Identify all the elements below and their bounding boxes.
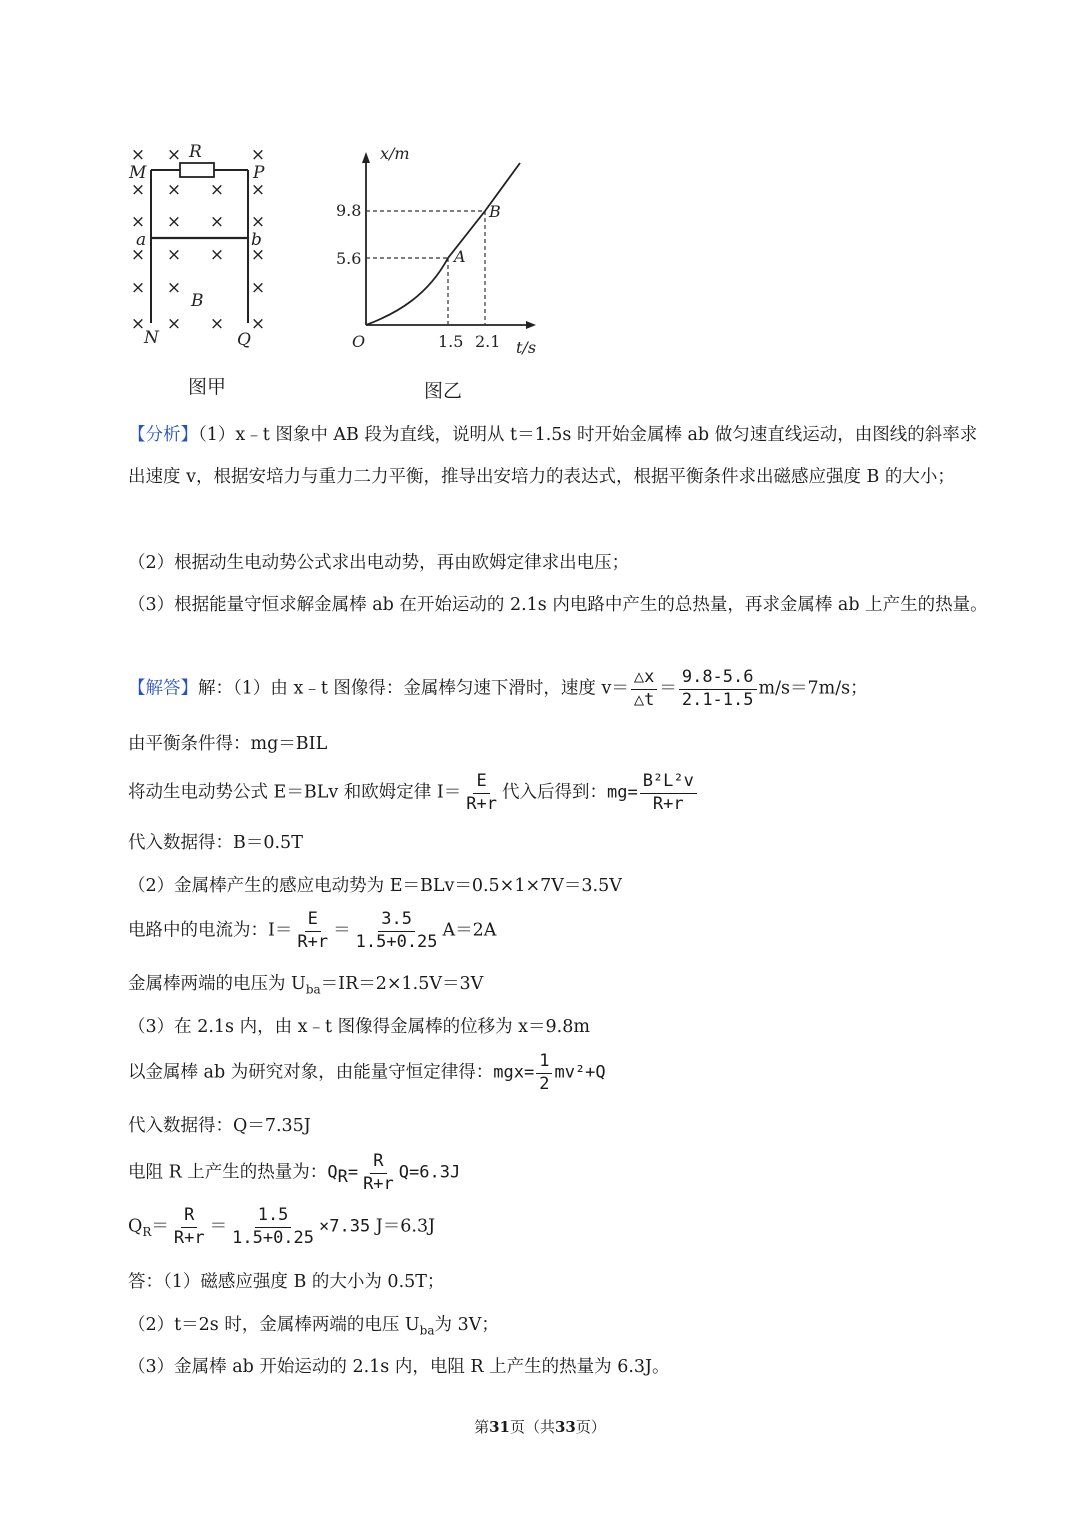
solution-line-8: （3）在 2.1s 内，由 x﹣t 图像得金属棒的位移为 x＝9.8m [128, 1017, 590, 1037]
label-a: a [136, 230, 147, 250]
svg-text:×: × [250, 145, 266, 165]
y-tick-9.8: 9.8 [336, 201, 362, 220]
solution-line-6: 电路中的电流为：I＝ $\frac{E}{R+r}$ ＝ $\frac{3.5}{1.5+0.25}$ A＝2A [128, 909, 497, 952]
svg-text:×: × [166, 180, 182, 200]
analysis-paragraph-3: （3）根据能量守恒求解金属棒 ab 在开始运动的 2.1s 内电路中产生的总热量，再求金属棒 ab 上产生的热量。 [128, 595, 988, 615]
svg-text:×: × [166, 212, 182, 232]
solution-line-5: （2）金属棒产生的感应电动势为 E＝BLv＝0.5×1×7V＝3.5V [128, 876, 622, 896]
solution-line-4: 代入数据得：B＝0.5T [128, 833, 303, 853]
fraction-resistor-share: $\frac{R}{R+r}$ [363, 1151, 394, 1194]
solution-line-10: 代入数据得：Q＝7.35J [128, 1116, 311, 1136]
point-label-B: B [489, 202, 501, 221]
fraction-dx-dt: $\frac{\triangle x}{\triangle t}$ [631, 668, 657, 710]
svg-text:×: × [130, 145, 146, 165]
svg-text:×: × [166, 145, 182, 165]
xt-curve [366, 163, 520, 325]
figure-xt-graph [328, 135, 558, 360]
svg-text:×: × [130, 245, 146, 265]
solution-line-12: $Q_R=$ $\frac{R}{R+r}$ ＝ $\frac{1.5}{1.5+0.25}$ ×7.35 J＝6.3J [128, 1205, 436, 1248]
label-N: N [144, 328, 159, 348]
figure-a-caption: 图甲 [188, 376, 227, 398]
svg-text:×: × [130, 212, 146, 232]
solution-line-11: 电阻 R 上产生的热量为：$Q_R=$ $\frac{R}{R+r}$ Q=6.3J [128, 1151, 461, 1194]
page-number: 31 [489, 1418, 510, 1436]
label-B: B [191, 291, 204, 311]
svg-text:×: × [166, 245, 182, 265]
answer-line-3: （3）金属棒 ab 开始运动的 2.1s 内，电阻 R 上产生的热量为 6.3J。 [128, 1357, 670, 1377]
label-R: R [189, 142, 202, 162]
svg-text:×: × [166, 314, 182, 334]
svg-text:×: × [209, 314, 225, 334]
svg-text:×: × [250, 245, 266, 265]
label-P: P [253, 163, 265, 183]
fraction-heat-values: $\frac{1.5}{1.5+0.25}$ [232, 1205, 315, 1248]
svg-text:×: × [209, 212, 225, 232]
svg-text:×: × [209, 245, 225, 265]
answer-line-1: 答：（1）磁感应强度 B 的大小为 0.5T； [128, 1272, 445, 1292]
svg-text:×: × [166, 278, 182, 298]
fraction-current-1: $\frac{E}{R+r}$ [297, 909, 329, 952]
svg-text:×: × [209, 180, 225, 200]
x-axis-arrow [526, 321, 536, 329]
analysis-text-1: （1）x﹣t 图象中 AB 段为直线，说明从 t＝1.5s 时开始金属棒 ab 做匀速直线运动，由图线的斜率求出速度 v，根据安培力与重力二力平衡，推导出安培力的表达式，根据平衡条件求出磁感应强度 B 的大小； [128, 425, 978, 487]
y-tick-5.6: 5.6 [336, 249, 362, 268]
answer-line-2: （2）t＝2s 时，金属棒两端的电压 $U_{ba}$为 3V； [128, 1315, 499, 1338]
label-Q: Q [237, 330, 251, 350]
analysis-paragraph-2: （2）根据动生电动势公式求出电动势，再由欧姆定律求出电压； [128, 553, 630, 573]
solution-line-1: 【解答】解：（1）由 x﹣t 图像得：金属棒匀速下滑时，速度 v＝ $\frac{\triangle x}{\triangle t}$ ＝ $\frac{9.8-5.6}{2.1-1.5}$ m/s＝7m/s； [128, 667, 868, 710]
svg-text:×: × [130, 314, 146, 334]
solution-line-7: 金属棒两端的电压为 $U_{ba}=IR=2\times 1.5V=3V$ [128, 974, 484, 997]
svg-text:×: × [250, 314, 266, 334]
total-pages: 33 [555, 1418, 576, 1436]
fraction-half: $\frac{1}{2}$ [536, 1052, 552, 1094]
solution-line-3: 将动生电动势公式 E＝BLv 和欧姆定律 I＝ $\frac{E}{R+r}$ 代入后得到：mg= $\frac{\text{B²L²v}}{R+r}$ [128, 772, 699, 814]
svg-text:×: × [250, 212, 266, 232]
fraction-velocity: $\frac{9.8-5.6}{2.1-1.5}$ [679, 668, 757, 710]
label-M: M [129, 163, 147, 183]
label-b: b [251, 230, 262, 250]
fraction-current-2: $\frac{3.5}{1.5+0.25}$ [355, 909, 438, 952]
x-tick-1.5: 1.5 [438, 332, 464, 351]
svg-text:×: × [130, 278, 146, 298]
figure-circuit [120, 135, 290, 355]
analysis-tag: 【分析】 [128, 425, 198, 445]
svg-text:×: × [250, 278, 266, 298]
solution-tag: 【解答】 [128, 678, 198, 699]
x-tick-2.1: 2.1 [475, 332, 501, 351]
figure-b-caption: 图乙 [424, 380, 463, 402]
resistor-symbol [180, 163, 214, 177]
origin-label: O [352, 332, 366, 351]
x-axis-label: t/s [516, 338, 537, 357]
y-axis-arrow [362, 152, 370, 163]
solution-line-2: 由平衡条件得：mg＝BIL [128, 734, 328, 754]
svg-text:×: × [130, 180, 146, 200]
page-footer: 第31页（共33页） [474, 1418, 606, 1436]
y-axis-label: x/m [380, 144, 410, 163]
svg-text:×: × [250, 180, 266, 200]
fraction-ohm: $\frac{E}{R+r}$ [466, 771, 497, 814]
analysis-paragraph-1 [128, 414, 988, 498]
fraction-ampere: $\frac{\text{B²L²v}}{R+r}$ [640, 772, 697, 814]
point-label-A: A [454, 247, 466, 266]
fraction-R-over-Rr: $\frac{R}{R+r}$ [173, 1205, 205, 1248]
solution-line-9: 以金属棒 ab 为研究对象，由能量守恒定律得：mgx= $\frac{1}{2}$ mv²+Q [128, 1051, 606, 1094]
